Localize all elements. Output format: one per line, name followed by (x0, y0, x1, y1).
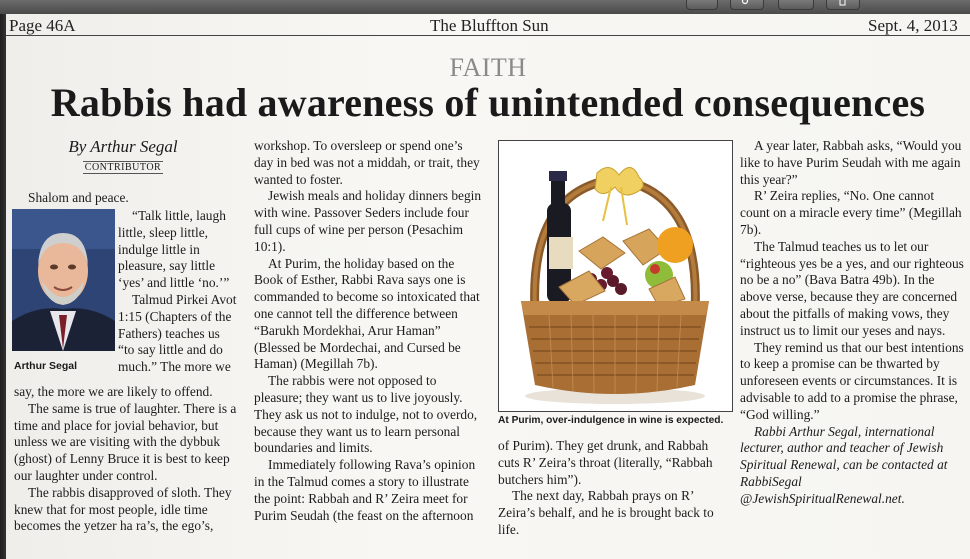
zoom-button[interactable] (730, 0, 764, 10)
byline-author: By Arthur Segal (68, 137, 178, 156)
paragraph: of Purim). They get drunk, and Rabbah cuts R’ Zeira’s throat (literally, “Rabbah butchers him”). (498, 438, 713, 487)
paragraph: say, the more we are likely to offend. (14, 384, 213, 399)
article-headline: Rabbis had awareness of unintended consequences (50, 80, 926, 125)
search-icon (740, 0, 754, 6)
paragraph: They remind us that our best intentions to keep a promise can be thwarted by unforeseen events or circumstances. It is advisable to add to a promise the phrase, “God willing.” (740, 339, 964, 422)
header-rule (6, 35, 970, 36)
paragraph: The same is true of laughter. There is a time and place for jovial behavior, but unless we are visiting with the dybbuk (ghost) of Lenny Bruce it is best to keep our laughter under control. (14, 400, 237, 483)
greeting-text: Shalom and peace. (28, 190, 129, 205)
paragraph: R’ Zeira replies, “No. One cannot count on a miracle every time” (Megillah 7b). (740, 188, 962, 237)
column-1 (14, 384, 240, 535)
paragraph: Talmud Pirkei Avot 1:15 (Chapters of the Fathers) teaches us “to say little and do much.” The more we (118, 291, 237, 375)
paragraph: Jewish meals and holiday dinners begin with wine. Passover Seders include four full cups of wine per person (Pesachim 10:1). (254, 188, 482, 254)
column-3 (498, 438, 724, 539)
paragraph: The Talmud teaches us to let our “righteous yes be a yes, and our righteous no be a no” (Bava Batra 49b). In the above verse, because they are concerned about the pitfalls of making vows, they instruct us to limit our yeses and nays. (740, 238, 964, 338)
paper-name: The Bluffton Sun (430, 16, 549, 35)
toolbar-button[interactable] (686, 0, 718, 10)
basket-photo (498, 140, 733, 412)
photo-caption: At Purim, over-indulgence in wine is expected. (498, 415, 724, 426)
author-portrait-icon (12, 209, 115, 351)
page-number: Page 46A (9, 16, 76, 35)
paragraph: The rabbis disapproved of sloth. They knew that for most people, idle time becomes the yetzer ha ra’s, the ego’s, (14, 484, 232, 534)
issue-date: Sept. 4, 2013 (868, 16, 958, 35)
page-icon (836, 0, 850, 6)
paragraph: The rabbis were not opposed to pleasure; they want us to live joyously. They ask us not to indulge, not to overdo, because they want us to learn personal boundaries and limits. (254, 373, 478, 456)
toolbar-button[interactable] (826, 0, 860, 10)
toolbar-button[interactable] (778, 0, 814, 10)
paragraph: A year later, Rabbah asks, “Would you like to have Purim Seudah with me again this year?” (740, 138, 962, 187)
byline (68, 137, 178, 175)
purim-gift-basket-icon (499, 141, 732, 411)
author-credit: Rabbi Arthur Segal, international lecturer, author and teacher of Jewish Spiritual Renewal, can be contacted at RabbiSegal @JewishSpiritualRenewal.net. (740, 423, 948, 506)
greeting (28, 190, 228, 207)
byline-role: CONTRIBUTOR (84, 162, 162, 173)
column-4 (740, 138, 966, 508)
section-label: FAITH (449, 53, 527, 82)
column-2 (254, 138, 482, 524)
newspaper-page (6, 14, 970, 559)
paragraph: Immediately following Rava’s opinion in the Talmud comes a story to illustrate the point: Rabbah and R’ Zeira meet for Purim Seudah (the feast on the afternoon (254, 457, 476, 523)
column-1-wrap (118, 208, 238, 376)
author-photo-caption: Arthur Segal (14, 360, 78, 372)
paragraph: The next day, Rabbah prays on R’ Zeira’s behalf, and he is brought back to life. (498, 488, 714, 537)
paragraph: “Talk little, laugh little, sleep little, indulge little in pleasure, say little ‘yes’ and little ‘no.’” (118, 208, 230, 291)
paragraph: At Purim, the holiday based on the Book of Esther, Rabbi Rava says one is commanded to become so intoxicated that one cannot tell the difference between “Barukh Mordekhai, Arur Haman” (Blessed be Mordechai, and Cursed be Haman) (Megillah 7b). (254, 255, 480, 372)
author-photo (12, 209, 115, 351)
paragraph: workshop. To oversleep or spend one’s day in bed was not a middah, or trait, they wanted to foster. (254, 138, 480, 187)
viewer-toolbar (0, 0, 970, 14)
